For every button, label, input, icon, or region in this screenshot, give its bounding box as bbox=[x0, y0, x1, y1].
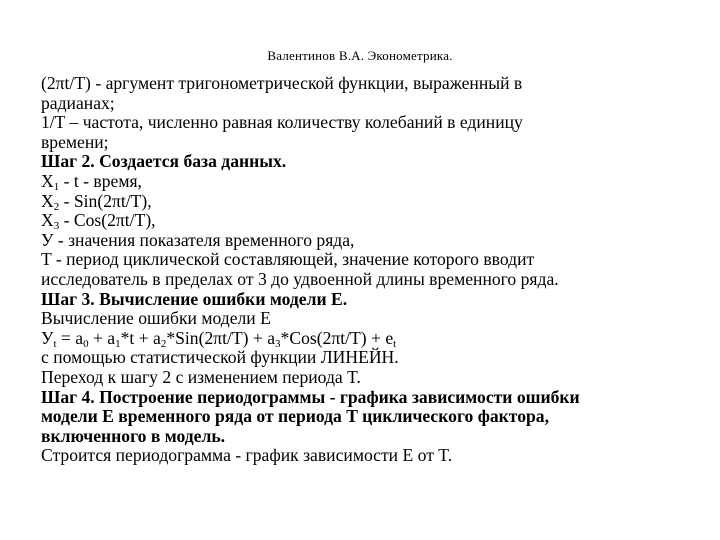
subscript: t bbox=[53, 337, 57, 350]
formula-text: X bbox=[41, 170, 54, 191]
formula-text: X bbox=[41, 210, 54, 231]
step-heading-line: Шаг 3. Вычисление ошибки модели E. bbox=[41, 288, 348, 309]
subscript: 1 bbox=[53, 180, 60, 193]
subscript: 3 bbox=[53, 220, 60, 233]
formula-text: + a bbox=[88, 327, 116, 348]
text-line: радианах; bbox=[41, 92, 115, 113]
text-line bbox=[41, 172, 701, 192]
formula-text: У bbox=[41, 327, 54, 348]
subscript: 2 bbox=[53, 200, 60, 213]
document-body bbox=[41, 74, 701, 466]
formula-text: *Cos(2πt/T) + e bbox=[280, 327, 394, 348]
text-line: Переход к шагу 2 с изменением периода T. bbox=[41, 366, 361, 387]
formula-text: - Cos(2πt/T), bbox=[59, 210, 156, 231]
text-line: Строится периодограмма - график зависимости E от T. bbox=[41, 445, 453, 466]
text-line: (2πt/T) - аргумент тригонометрической функции, выраженный в bbox=[41, 73, 523, 93]
page-header: Валентинов В.А. Эконометрика. bbox=[267, 48, 453, 63]
subscript: t bbox=[393, 337, 397, 350]
formula-text: - Sin(2πt/T), bbox=[59, 190, 152, 211]
text-line: У - значения показателя временного ряда, bbox=[41, 229, 355, 250]
text-line bbox=[41, 329, 701, 349]
text-line: T - период циклической составляющей, значение которого вводит bbox=[41, 249, 535, 270]
formula-text: X bbox=[41, 190, 54, 211]
text-line: Вычисление ошибки модели E bbox=[41, 308, 271, 329]
formula-text: = a bbox=[56, 327, 84, 348]
text-line: времени; bbox=[41, 131, 109, 152]
subscript: 3 bbox=[275, 337, 281, 350]
text-line: 1/T – частота, численно равная количеству колебаний в единицу bbox=[41, 112, 523, 133]
formula-text: - t - время, bbox=[59, 170, 142, 191]
text-line: с помощью статистической функции ЛИНЕЙН. bbox=[41, 347, 399, 368]
subscript: 1 bbox=[115, 337, 121, 350]
step-heading-line: Шаг 4. Построение периодограммы - графика зависимости ошибки bbox=[41, 386, 580, 407]
step-heading-line: модели E временного ряда от периода T циклического фактора, bbox=[41, 406, 549, 427]
subscript: 2 bbox=[160, 337, 167, 350]
text-line: исследователь в пределах от 3 до удвоенной длины временного ряда. bbox=[41, 268, 559, 289]
step-heading-line: Шаг 2. Создается база данных. bbox=[41, 151, 287, 172]
formula-text: *t + a bbox=[120, 327, 161, 348]
text-line bbox=[41, 192, 701, 212]
text-line bbox=[41, 211, 701, 231]
step-heading-line: включенного в модель. bbox=[41, 425, 226, 446]
formula-text: *Sin(2πt/T) + a bbox=[166, 327, 276, 348]
subscript: 0 bbox=[83, 337, 89, 350]
